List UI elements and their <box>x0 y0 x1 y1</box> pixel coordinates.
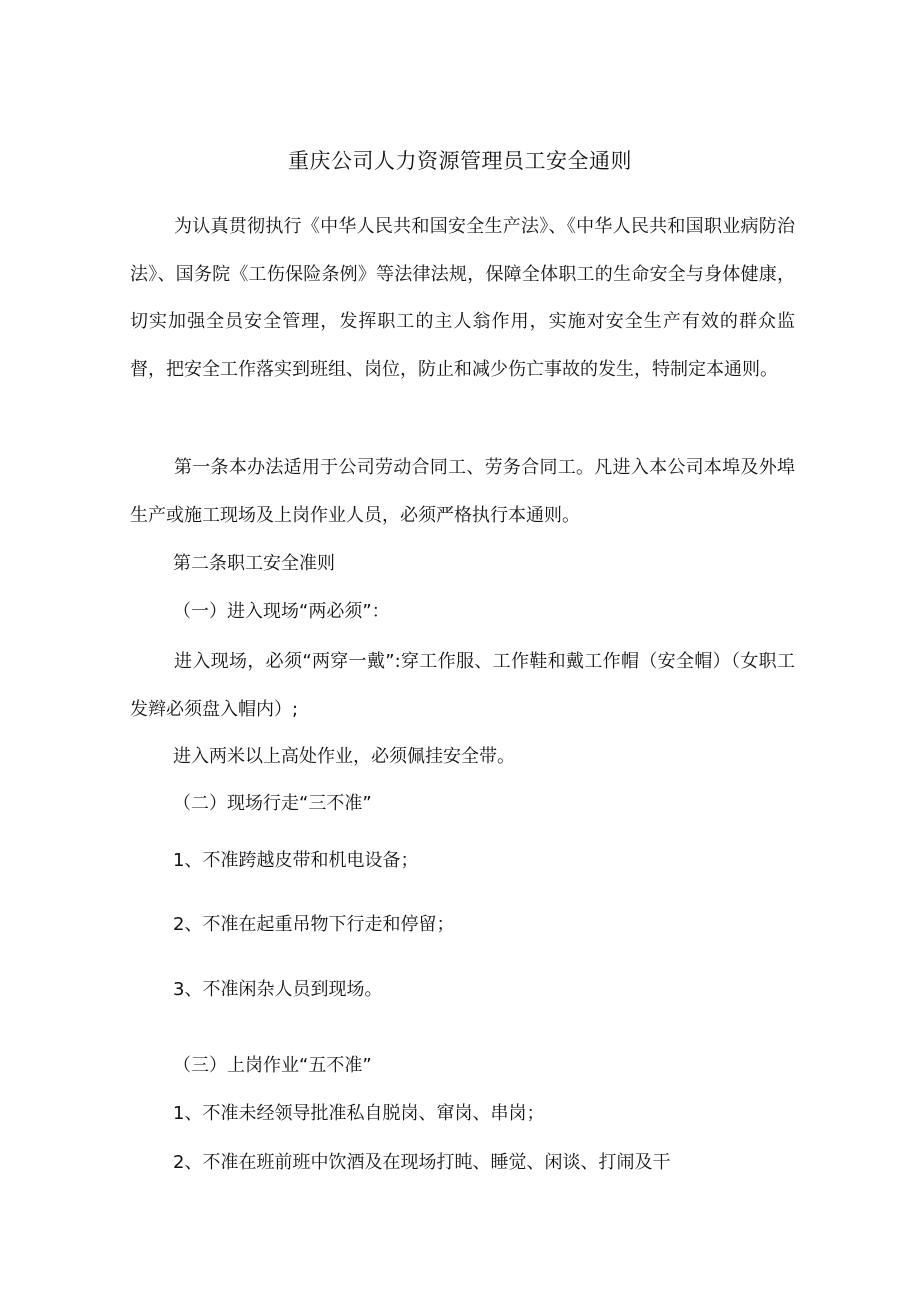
article-1-paragraph: 第一条本办法适用于公司劳动合同工、劳务合同工。凡进入本公司本埠及外埠生产或施工现场及上岗作业人员，必须严格执行本通则。 <box>130 457 795 526</box>
section-3-heading: （三）上岗作业“五不准” <box>173 1055 372 1076</box>
section-2-item-3: 3、不准闲杂人员到现场。 <box>173 979 383 1000</box>
section-2-item-1: 1、不准跨越皮带和机电设备； <box>173 850 419 871</box>
section-3-item-2: 2、不准在班前班中饮酒及在现场打盹、睡觉、闲谈、打闹及干 <box>173 1152 671 1173</box>
section-1-item-2: 进入两米以上高处作业，必须佩挂安全带。 <box>173 746 515 767</box>
section-1-item-1: 进入现场，必须“两穿一戴”:穿工作服、工作鞋和戴工作帽（安全帽）（女职工发辫必须盘入帽内）; <box>130 651 795 720</box>
section-1-heading: （一）进入现场“两必须”： <box>173 601 390 622</box>
section-2-heading: （二）现场行走“三不准” <box>173 793 372 814</box>
section-3-item-1: 1、不准未经领导批准私自脱岗、窜岗、串岗； <box>173 1103 545 1124</box>
article-2-heading: 第二条职工安全准则 <box>173 553 335 574</box>
document-title: 重庆公司人力资源管理员工安全通则 <box>288 149 632 173</box>
section-2-item-2: 2、不准在起重吊物下行走和停留； <box>173 914 455 935</box>
intro-paragraph: 为认真贯彻执行《中华人民共和国安全生产法》、《中华人民共和国职业病防治法》、国务院《工伤保险条例》等法律法规，保障全体职工的生命安全与身体健康，切实加强全员安全管理，发挥职工的主人翁作用，实施对安全生产有效的群众监督，把安全工作落实到班组、岗位，防止和减少伤亡事故的发生，特制定本通则。 <box>130 216 795 380</box>
